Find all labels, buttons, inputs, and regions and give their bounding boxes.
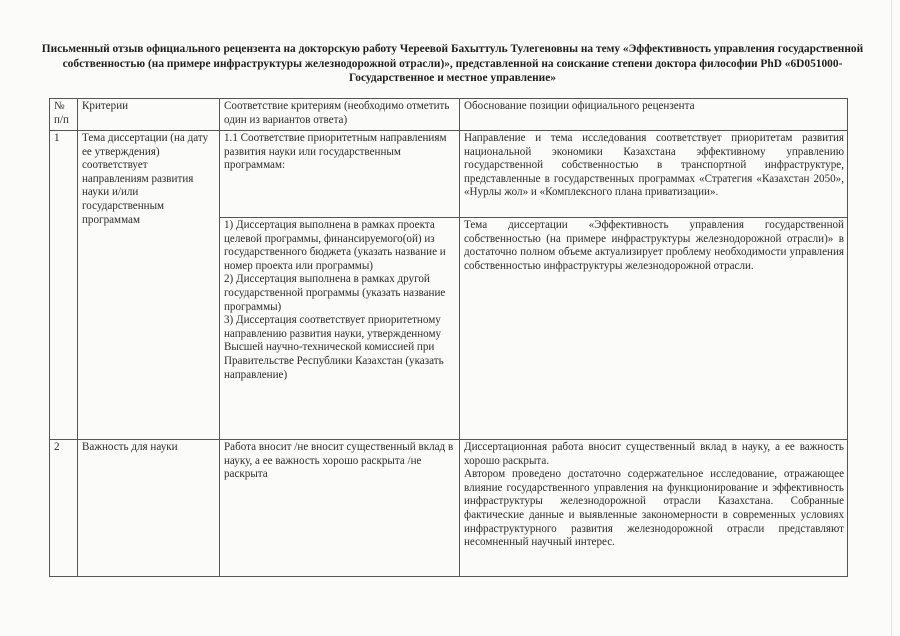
table-row [50, 440, 848, 577]
row-1-sub1-justification: Направление и тема исследования соответствует приоритетам развития национальной экономики Казахстана эффективному управлению государственной собственностью в транспортной инфраструктуре, представленные в государственных программах «Стратегия «Казахстан 2050», «Нурлы жол» и «Комплексного плана приватизации». [460, 131, 848, 218]
header-justification: Обоснование позиции официального рецензента [460, 99, 848, 131]
table-row [50, 131, 848, 218]
header-criteria: Критерии [78, 99, 220, 131]
row-2-justification [460, 440, 848, 577]
row-1-num: 1 [50, 131, 78, 440]
header-compliance: Соответствие критериям (необходимо отметить один из вариантов ответа) [220, 99, 460, 131]
header-num: № п/п [50, 99, 78, 131]
option-3: 3) Диссертация соответствует приоритетному направлению развития науки, утвержденному Высшей научно-технической комиссией при Правительстве Республики Казахстан (указать направление) [224, 314, 444, 381]
option-1: 1) Диссертация выполнена в рамках проекта целевой программы, финансируемого(ой) из государственного бюджета (указать название и номер проекта или программы) [224, 219, 446, 272]
scan-edge-line [891, 0, 892, 636]
row-2-justification-p1: Диссертационная работа вносит существенный вклад в науку, а ее важность хорошо раскрыта. [464, 441, 844, 467]
row-1-criterion: Тема диссертации (на дату ее утверждения) соответствует направлениям развития науки и/или государственным программам [78, 131, 220, 440]
row-1-sub2-options [220, 218, 460, 440]
row-1-sub2-justification: Тема диссертации «Эффективность управления государственной собственностью (на примере инфраструктуры железнодорожной отрасли)» в достаточно полном объеме актуализирует проблему необходимости управления собственностью инфраструктуры железнодорожной отрасли. [460, 218, 848, 440]
table-header-row [50, 99, 848, 131]
option-2: 2) Диссертация выполнена в рамках другой государственной программы (указать название программы) [224, 273, 446, 313]
document-title: Письменный отзыв официального рецензента на докторскую работу Череевой Бахыттуль Тулегеновны на тему «Эффективность управления государственной собственностью (на примере инфраструктуры железнодорожной отрасли)», представленной на соискание степени доктора философии PhD «6D051000-Государственное и местное управление» [41, 43, 864, 84]
row-2-compliance: Работа вносит /не вносит существенный вклад в науку, а ее важность хорошо раскрыта /не раскрыта [220, 440, 460, 577]
review-table [49, 98, 848, 577]
row-2-num: 2 [50, 440, 78, 577]
row-2-criterion: Важность для науки [78, 440, 220, 577]
row-1-sub1-compliance: 1.1 Соответствие приоритетным направлениям развития науки или государственным программам: [220, 131, 460, 218]
row-2-justification-p2: Автором проведено достаточно содержательное исследование, отражающее влияние государственного управления на функционирование и эффективность инфраструктуры железнодорожной отрасли Казахстана. Собранные фактические данные и выявленные закономерности в современных условиях инфраструктурного развития железнодорожной отрасли представляют несомненный научный интерес. [464, 468, 844, 549]
